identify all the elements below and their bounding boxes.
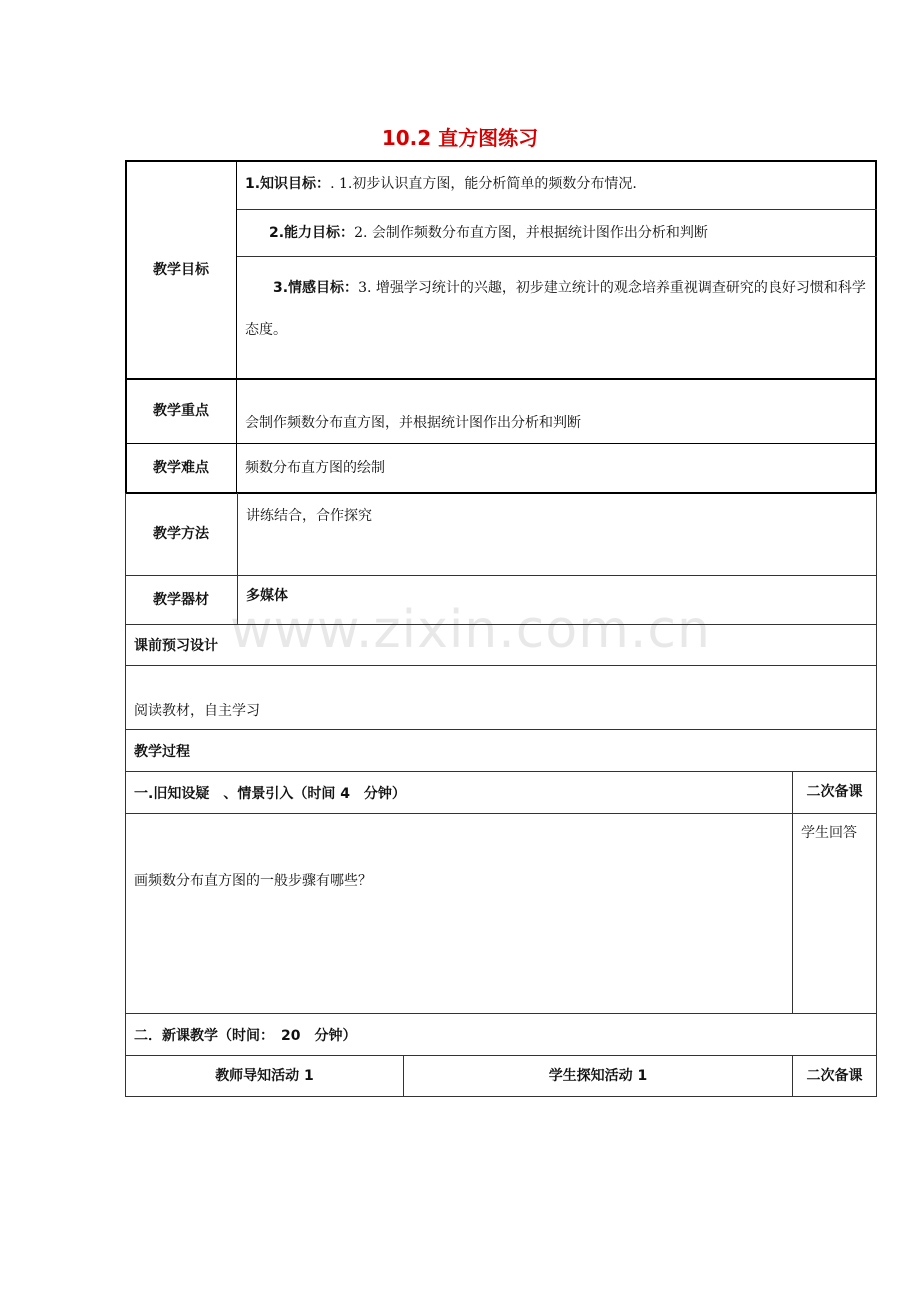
objective-emotion xyxy=(237,257,877,379)
key-point-text: 会制作频数分布直方图，并根据统计图作出分析和判断 xyxy=(245,415,581,431)
section1-question: 画频数分布直方图的一般步骤有哪些？ xyxy=(134,873,372,889)
equipment-label: 教学器材 xyxy=(153,591,209,608)
method-text: 讲练结合，合作探究 xyxy=(237,493,877,576)
key-point-label: 教学重点 xyxy=(153,403,209,420)
section1-side-label: 二次备课 xyxy=(792,771,877,814)
objective-ability-head: 2.能力目标： xyxy=(269,225,355,241)
preview-label: 课前预习设计 xyxy=(125,624,877,666)
section2-heading: 二．新课教学（时间： 20 分钟） xyxy=(125,1013,877,1056)
objective-ability-text: 2. 会制作频数分布直方图，并根据统计图作出分析和判断 xyxy=(354,225,708,241)
preview-text: 阅读教材，自主学习 xyxy=(125,665,877,730)
equipment-text: 多媒体 xyxy=(237,575,877,625)
page-title: 10.2 直方图练习 xyxy=(381,126,539,150)
objective-knowledge-head: 1.知识目标： xyxy=(245,176,331,192)
watermark: www.zixin.com.cn xyxy=(230,600,711,660)
objective-knowledge-text: . 1.初步认识直方图，能分析简单的频数分布情况. xyxy=(330,176,637,192)
difficulty-label: 教学难点 xyxy=(153,460,209,477)
objective-ability xyxy=(237,210,877,257)
section2-col-teacher: 教师导知活动 1 xyxy=(125,1055,404,1097)
method-label: 教学方法 xyxy=(153,526,209,543)
section1-side-note: 学生回答 xyxy=(792,813,877,1014)
section2-col-second-prep: 二次备课 xyxy=(792,1055,877,1097)
section1-heading: 一.旧知设疑 、情景引入（时间 4 分钟） xyxy=(125,771,793,814)
difficulty-text: 频数分布直方图的绘制 xyxy=(245,460,385,476)
section2-col-student: 学生探知活动 1 xyxy=(403,1055,793,1097)
objective-emotion-text: 3. 增强学习统计的兴趣，初步建立统计的观念培养重视调查研究的良好习惯和科学态度。 xyxy=(245,280,866,338)
section1-body xyxy=(125,813,793,1014)
process-label: 教学过程 xyxy=(125,729,877,772)
objectives-label: 教学目标 xyxy=(153,261,209,278)
objective-knowledge xyxy=(237,160,877,210)
objective-emotion-head: 3.情感目标： xyxy=(273,280,359,296)
